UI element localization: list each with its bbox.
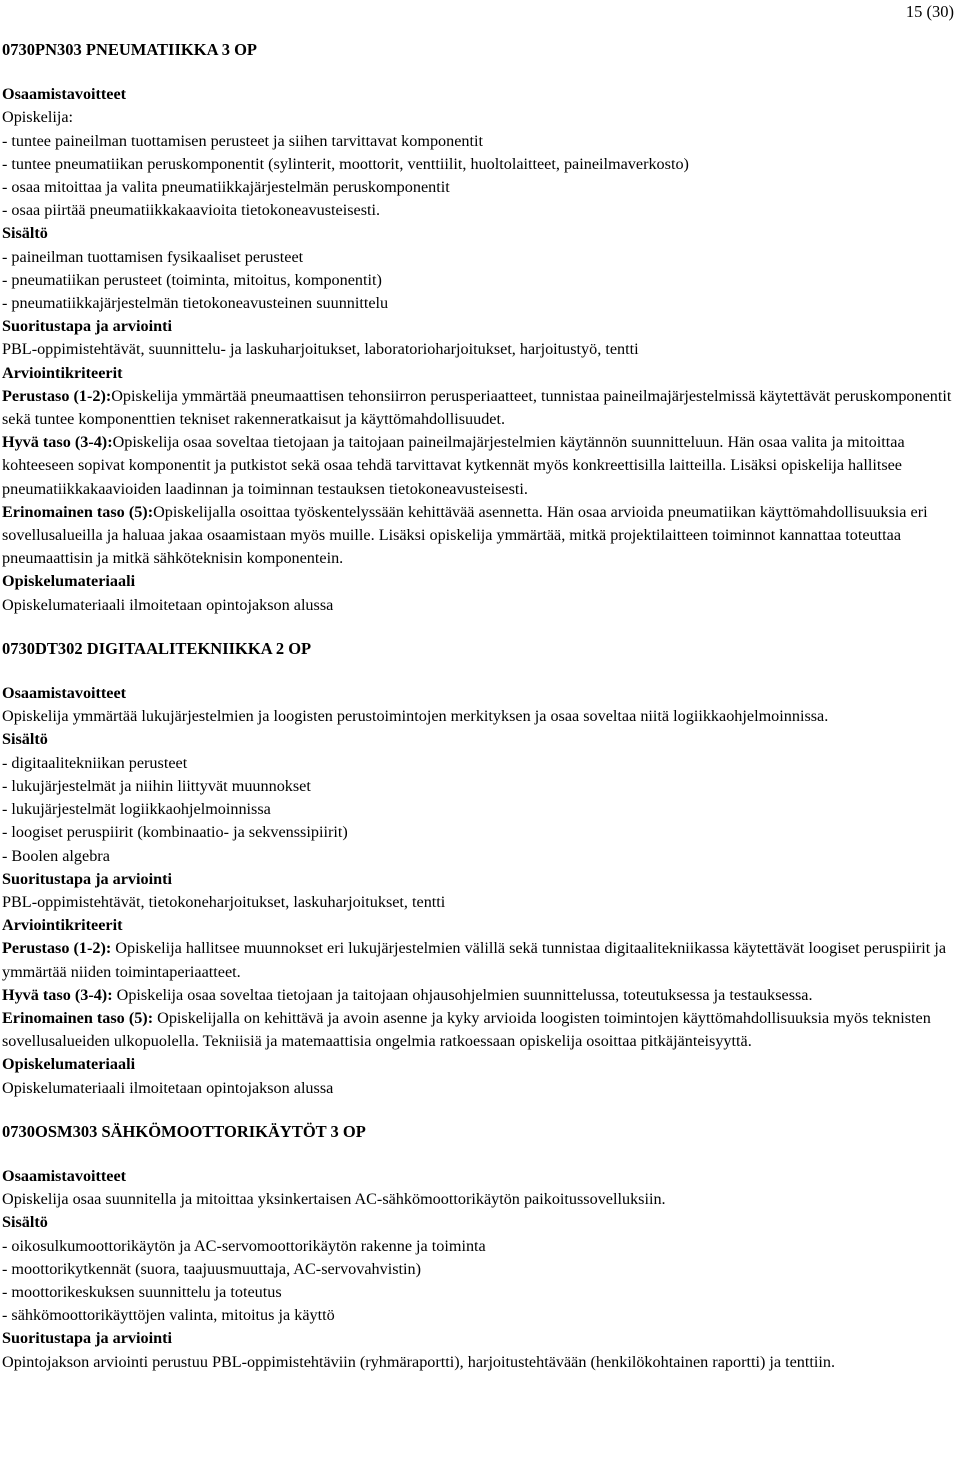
objectives-intro: Opiskelija: bbox=[2, 108, 74, 127]
course-title: 0730PN303 PNEUMATIIKKA 3 OP bbox=[2, 40, 257, 59]
criteria-basic bbox=[2, 385, 960, 431]
content-item: - moottorikytkennät (suora, taajuusmuuttaja, AC-servovahvistin) bbox=[2, 1259, 421, 1278]
criteria-heading: Arviointikriteerit bbox=[2, 916, 123, 935]
method-heading: Suoritustapa ja arviointi bbox=[2, 869, 172, 888]
objectives-text: Opiskelija ymmärtää lukujärjestelmien ja loogisten perustoimintojen merkityksen ja osaa soveltaa niitä logiikkaohjelmoinnissa. bbox=[2, 707, 829, 726]
method-text: PBL-oppimistehtävät, tietokoneharjoitukset, laskuharjoitukset, tentti bbox=[2, 892, 446, 911]
content-item: - digitaalitekniikan perusteet bbox=[2, 753, 188, 772]
method-text: PBL-oppimistehtävät, suunnittelu- ja laskuharjoitukset, laboratorioharjoitukset, harjoitustyö, tentti bbox=[2, 340, 639, 359]
method-heading: Suoritustapa ja arviointi bbox=[2, 317, 172, 336]
method-heading: Suoritustapa ja arviointi bbox=[2, 1329, 172, 1348]
method-text: Opintojakson arviointi perustuu PBL-oppimistehtäviin (ryhmäraportti), harjoitustehtävään (henkilökohtainen raportti) ja tenttiin. bbox=[2, 1352, 836, 1371]
objective-item: - tuntee pneumatiikan peruskomponentit (sylinterit, moottorit, venttiilit, huoltolaitteet, paineilmaverkosto) bbox=[2, 154, 689, 173]
criteria-good bbox=[2, 431, 960, 501]
criteria-text: Opiskelija osaa soveltaa tietojaan ja taitojaan paineilmajärjestelmien käytännön suunnitteluun. Hän osaa valita ja mitoittaa kohteeseen sopivat komponentit ja putkistot sekä osaa tehdä tarvittavat kytkennät myös konkreettisilla laitteilla. Lisäksi opiskelija hallitsee pneumatiikkakaavioiden laadinnan ja toiminnan testauksen tietokoneavusteisesti. bbox=[2, 433, 905, 498]
document-body bbox=[2, 38, 960, 1374]
content-item: - oikosulkumoottorikäytön ja AC-servomoottorikäytön rakenne ja toiminta bbox=[2, 1236, 486, 1255]
criteria-text: Opiskelija hallitsee muunnokset eri lukujärjestelmien välillä sekä tunnistaa digitaalitekniikassa käytettävät loogiset peruspiirit ja ymmärtää niiden toimintaperiaatteet. bbox=[2, 939, 947, 981]
criteria-text: Opiskelijalla osoittaa työskentelyssään kehittävää asennetta. Hän osaa arvioida pneumatiikan käyttömahdollisuuksia eri sovellusalueilla ja haluaa jakaa osaamistaan myös muille. Lisäksi opiskelija ymmärtää, mitkä projektilaitteen toiminnot kannattaa toteuttaa pneumaattisin ja mitkä sähköteknisin komponentein. bbox=[2, 502, 928, 568]
content-item: - loogiset peruspiirit (kombinaatio- ja sekvenssipiirit) bbox=[2, 823, 348, 842]
page-number: 15 (30) bbox=[905, 2, 954, 21]
materials-heading: Opiskelumateriaali bbox=[2, 1055, 136, 1074]
objectives-heading: Osaamistavoitteet bbox=[2, 684, 127, 703]
content-item: - paineilman tuottamisen fysikaaliset perusteet bbox=[2, 247, 304, 266]
content-heading: Sisältö bbox=[2, 730, 48, 749]
content-item: - Boolen algebra bbox=[2, 846, 110, 865]
content-heading: Sisältö bbox=[2, 224, 48, 243]
course-digitaalitekniikka bbox=[2, 637, 960, 1100]
criteria-label: Erinomainen taso (5): bbox=[2, 1008, 154, 1027]
criteria-text: Opiskelija osaa soveltaa tietojaan ja taitojaan ohjausohjelmien suunnittelussa, toteutuksessa ja testauksessa. bbox=[112, 985, 813, 1004]
criteria-label: Perustaso (1-2): bbox=[2, 386, 112, 405]
criteria-text: Opiskelija ymmärtää pneumaattisen tehonsiirron perusperiaatteet, tunnistaa paineilmajärjestelmissä käytettävät peruskomponentit sekä tuntee komponenttien tekniset rakenneratkaisut ja käyttömahdollisuudet. bbox=[2, 386, 952, 429]
objectives-heading: Osaamistavoitteet bbox=[2, 85, 127, 104]
content-item: - sähkömoottorikäyttöjen valinta, mitoitus ja käyttö bbox=[2, 1306, 335, 1325]
objectives-heading: Osaamistavoitteet bbox=[2, 1166, 127, 1185]
course-title: 0730OSM303 SÄHKÖMOOTTORIKÄYTÖT 3 OP bbox=[2, 1121, 366, 1141]
criteria-label: Perustaso (1-2): bbox=[2, 939, 112, 958]
content-item: - lukujärjestelmät ja niihin liittyvät muunnokset bbox=[2, 776, 311, 795]
objectives-text: Opiskelija osaa suunnitella ja mitoittaa yksinkertaisen AC-sähkömoottorikäytön paikoitussovelluksiin. bbox=[2, 1190, 666, 1209]
criteria-heading: Arviointikriteerit bbox=[2, 363, 123, 382]
objective-item: - osaa mitoittaa ja valita pneumatiikkajärjestelmän peruskomponentit bbox=[2, 178, 450, 197]
course-pneumatiikka bbox=[2, 38, 960, 617]
content-item: - lukujärjestelmät logiikkaohjelmoinnissa bbox=[2, 800, 271, 819]
criteria-basic bbox=[2, 937, 960, 983]
materials-text: Opiskelumateriaali ilmoitetaan opintojakson alussa bbox=[2, 1078, 334, 1097]
objective-item: - osaa piirtää pneumatiikkakaavioita tietokoneavusteisesti. bbox=[2, 201, 381, 220]
course-title: 0730DT302 DIGITAALITEKNIIKKA 2 OP bbox=[2, 638, 312, 658]
criteria-label: Hyvä taso (3-4): bbox=[2, 433, 113, 452]
content-item: - pneumatiikan perusteet (toiminta, mitoitus, komponentit) bbox=[2, 270, 382, 289]
materials-text: Opiskelumateriaali ilmoitetaan opintojakson alussa bbox=[2, 595, 334, 614]
criteria-label: Erinomainen taso (5): bbox=[2, 502, 154, 521]
objective-item: - tuntee paineilman tuottamisen perusteet ja siihen tarvittavat komponentit bbox=[2, 131, 483, 150]
course-sahkomoottorikaytot bbox=[2, 1120, 960, 1374]
content-item: - pneumatiikkajärjestelmän tietokoneavusteinen suunnittelu bbox=[2, 294, 389, 313]
criteria-excellent bbox=[2, 501, 960, 571]
content-heading: Sisältö bbox=[2, 1213, 48, 1232]
materials-heading: Opiskelumateriaali bbox=[2, 572, 136, 591]
content-item: - moottorikeskuksen suunnittelu ja toteutus bbox=[2, 1282, 282, 1301]
criteria-text: Opiskelijalla on kehittävä ja avoin asenne ja kyky arvioida loogisten toimintojen käyttömahdollisuuksia myös teknisten sovellusalueiden ulkopuolella. Tekniisiä ja matemaattisia ongelmia ratkoessaan opiskelija osoittaa pitkäjänteisyyttä. bbox=[2, 1008, 931, 1051]
criteria-label: Hyvä taso (3-4): bbox=[2, 985, 113, 1004]
criteria-good bbox=[2, 984, 960, 1007]
criteria-excellent bbox=[2, 1007, 960, 1053]
